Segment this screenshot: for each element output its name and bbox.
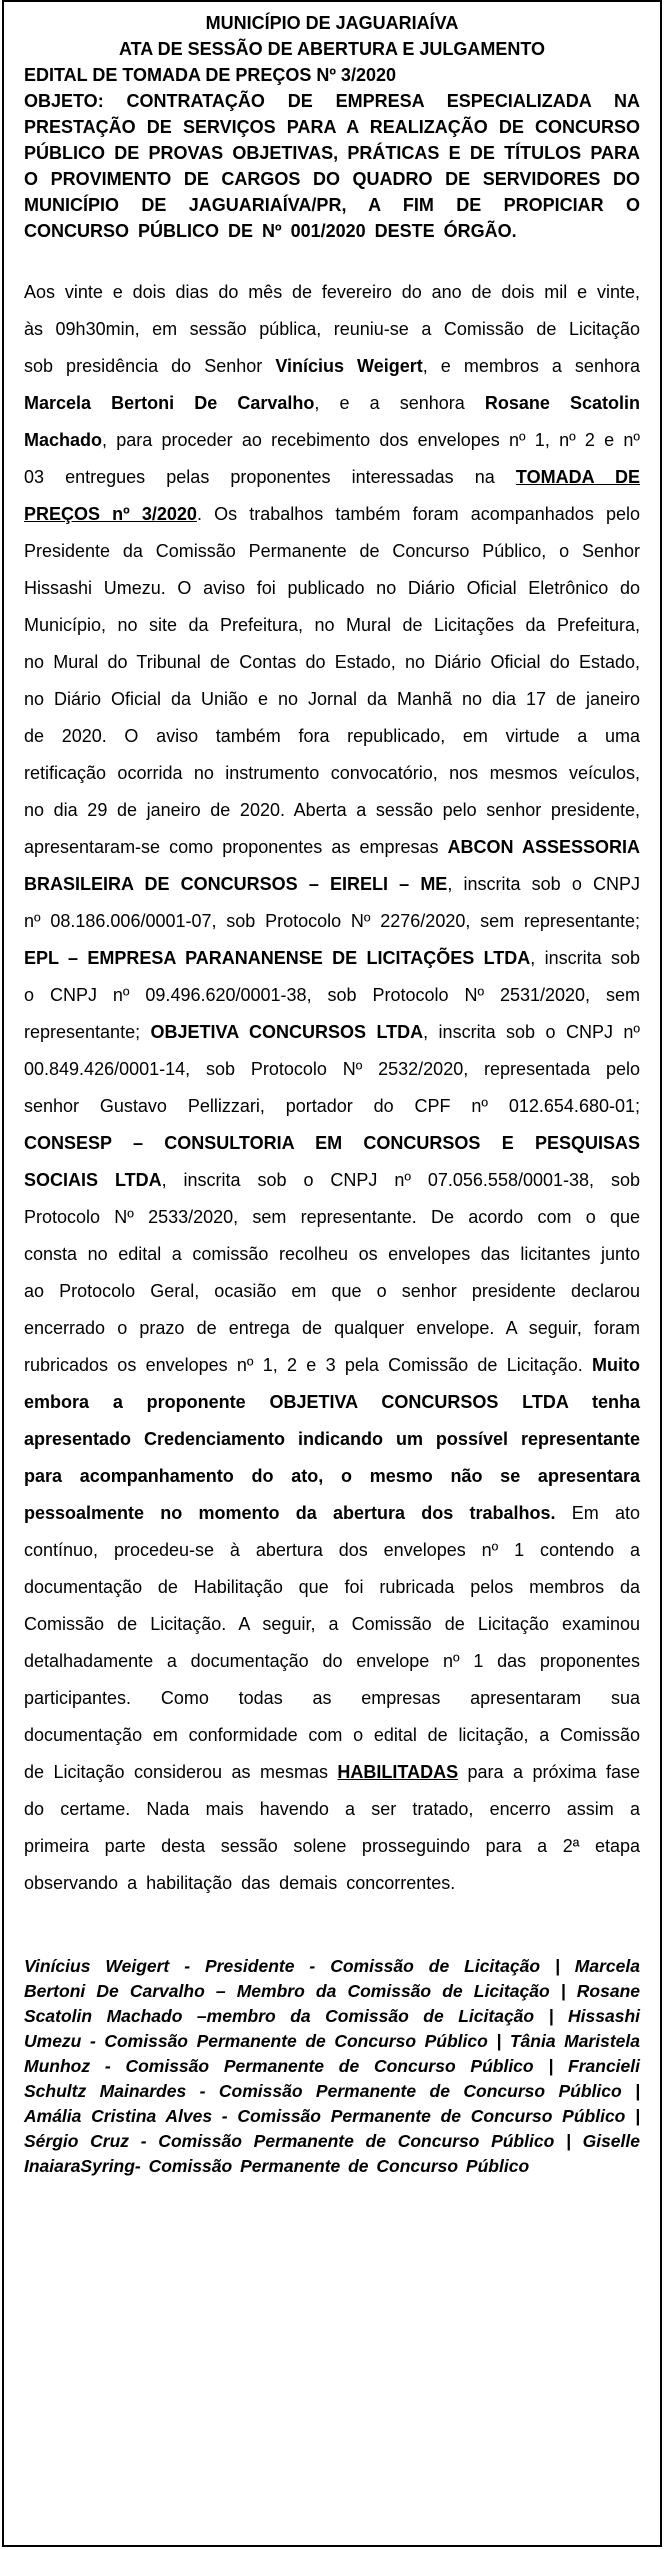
text-segment: TOMADA DE PREÇOS nº 3/2020 [24,467,641,524]
text-segment: Muito embora a proponente OBJETIVA CONCURSOS LTDA tenha apresentado Credenciamento indicando um possível representante para acompanhamento do ato, o mesmo não se apresentara pessoalmente no momento da abertura dos trabalhos. [24,1355,640,1523]
minutes-body-paragraph [24,274,640,1902]
text-segment: Rosane Scatolin Machado [24,393,640,450]
text-segment: Em ato contínuo, procedeu-se à abertura dos envelopes nº 1 contendo a documentação de Habilitação que foi rubricada pelos membros da Comissão de Licitação. A seguir, a Comissão de Licitação examinou detalhadamente a documentação do envelope nº 1 das proponentes participantes. Como todas as empresas apresentaram sua documentação em conformidade com o edital de licitação, a Comissão de Licitação considerou as mesmas [24,1503,640,1782]
objeto-paragraph: OBJETO: CONTRATAÇÃO DE EMPRESA ESPECIALIZADA NA PRESTAÇÃO DE SERVIÇOS PARA A REALIZAÇÃO DE CONCURSO PÚBLICO DE PROVAS OBJETIVAS, PRÁTICAS E DE TÍTULOS PARA O PROVIMENTO DE CARGOS DO QUADRO DE SERVIDORES DO MUNICÍPIO DE JAGUARIAÍVA/PR, A FIM DE PROPICIAR O CONCURSO PÚBLICO DE Nº 001/2020 DESTE ÓRGÃO. [24,91,640,241]
document-page [2,0,662,2547]
text-segment: , inscrita sob o CNPJ nº 07.056.558/0001-38, sob Protocolo Nº 2533/2020, sem representante. De acordo com o que consta no edital a comissão recolheu os envelopes das licitantes junto ao Protocolo Geral, ocasião em que o senhor presidente declarou encerrado o prazo de entrega de qualquer envelope. A seguir, foram rubricados os envelopes nº 1, 2 e 3 pela Comissão de Licitação. [24,1170,640,1375]
session-title: ATA DE SESSÃO DE ABERTURA E JULGAMENTO [118,39,546,59]
text-segment: para a próxima fase do certame. Nada mais havendo a ser tratado, encerro assim a primeira parte desta sessão solene prosseguindo para a 2ª etapa observando a habilitação das demais concorrentes. [24,1762,640,1893]
text-segment: . Os trabalhos também foram acompanhados pelo Presidente da Comissão Permanente de Concurso Público, o Senhor Hissashi Umezu. O aviso foi publicado no Diário Oficial Eletrônico do Município, no site da Prefeitura, no Mural de Licitações da Prefeitura, no Mural do Tribunal de Contas do Estado, no Diário Oficial do Estado, no Diário Oficial da União e no Jornal da Manhã no dia 17 de janeiro de 2020. O aviso também fora republicado, em virtude a uma retificação ocorrida no instrumento convocatório, nos mesmos veículos, no dia 29 de janeiro de 2020. Aberta a sessão pelo senhor presidente, apresentaram-se como proponentes as empresas [24,504,640,857]
text-segment: , para proceder ao recebimento dos envelopes nº 1, nº 2 e nº 03 entregues pelas proponentes interessadas na [24,430,640,487]
municipality-title: MUNICÍPIO DE JAGUARIAÍVA [205,13,459,33]
text-segment: Vinícius Weigert [275,356,423,376]
text-segment: OBJETIVA CONCURSOS LTDA [150,1022,424,1042]
text-segment: EPL – EMPRESA PARANANENSE DE LICITAÇÕES LTDA [24,948,531,968]
text-segment: , e a senhora [314,393,485,413]
text-segment: ABCON ASSESSORIA BRASILEIRA DE CONCURSOS – EIRELI – ME [24,837,640,894]
text-segment: , inscrita sob o CNPJ nº 08.186.006/0001-07, sob Protocolo Nº 2276/2020, sem representante; [24,874,641,931]
text-segment: , e membros a senhora [422,356,640,376]
text-segment: , inscrita sob o CNPJ nº 00.849.426/0001-14, sob Protocolo Nº 2532/2020, representada pelo senhor Gustavo Pellizzari, portador do CPF nº 012.654.680-01; [24,1022,640,1116]
text-segment: CONSESP – CONSULTORIA EM CONCURSOS E PESQUISAS SOCIAIS LTDA [24,1133,640,1190]
document-header [24,10,640,244]
signature-block: Vinícius Weigert - Presidente - Comissão de Licitação | Marcela Bertoni De Carvalho – Membro da Comissão de Licitação | Rosane Scatolin Machado –membro da Comissão de Licitação | Hissashi Umezu - Comissão Permanente de Concurso Público | Tânia Maristela Munhoz - Comissão Permanente de Concurso Público | Francieli Schultz Mainardes - Comissão Permanente de Concurso Público | Amália Cristina Alves - Comissão Permanente de Concurso Público | Sérgio Cruz - Comissão Permanente de Concurso Público | Giselle InaiaraSyring- Comissão Permanente de Concurso Público [24,1956,640,2176]
text-segment: Marcela Bertoni De Carvalho [24,393,315,413]
edital-number-line: EDITAL DE TOMADA DE PREÇOS Nº 3/2020 [24,65,396,85]
text-segment: HABILITADAS [337,1762,459,1782]
text-segment: Aos vinte e dois dias do mês de fevereiro do ano de dois mil e vinte, às 09h30min, em sessão pública, reuniu-se a Comissão de Licitação sob presidência do Senhor [24,282,640,376]
text-segment: , inscrita sob o CNPJ nº 09.496.620/0001-38, sob Protocolo Nº 2531/2020, sem representante; [24,948,640,1042]
